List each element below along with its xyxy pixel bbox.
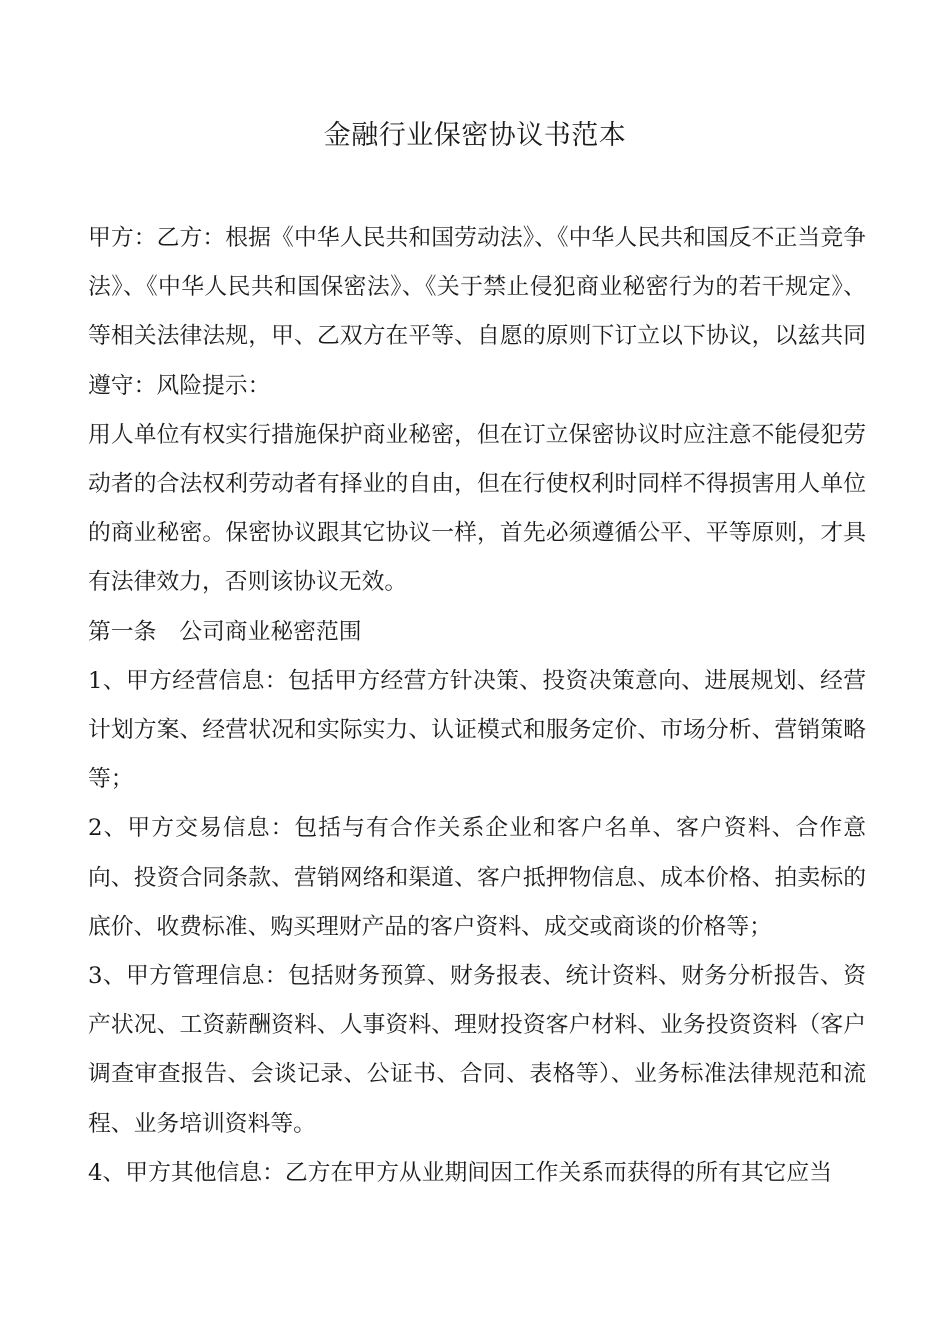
paragraph-risk-notice: 用人单位有权实行措施保护商业秘密，但在订立保密协议时应注意不能侵犯劳动者的合法权利劳动者有择业的自由，但在行使权利时同样不得损害用人单位的商业秘密。保密协议跟其它协议一样，首先必须遵循公平、平等原则，才具有法律效力，否则该协议无效。 <box>88 421 866 596</box>
clause-1-business-info: 1、甲方经营信息：包括甲方经营方针决策、投资决策意向、进展规划、经营计划方案、经营状况和实际实力、认证模式和服务定价、市场分析、营销策略等； <box>88 667 866 793</box>
document-title: 金融行业保密协议书范本 <box>323 120 627 151</box>
clause-3-management-info: 3、甲方管理信息：包括财务预算、财务报表、统计资料、财务分析报告、资产状况、工资薪酬资料、人事资料、理财投资客户材料、业务投资资料（客户调查审查报告、会谈记录、公证书、合同、表格等）、业务标准法律规范和流程、业务培训资料等。 <box>88 963 866 1137</box>
document-body <box>88 214 866 1198</box>
clause-4-other-info: 4、甲方其他信息：乙方在甲方从业期间因工作关系而获得的所有其它应当 <box>88 1159 833 1186</box>
paragraph-preamble: 甲方：乙方：根据《中华人民共和国劳动法》、《中华人民共和国反不正当竞争法》、《中华人民共和国保密法》、《关于禁止侵犯商业秘密行为的若干规定》、等相关法律法规，甲、乙双方在平等、自愿的原则下订立以下协议，以兹共同遵守：风险提示： <box>88 225 866 399</box>
section-heading-article-1: 第一条 公司商业秘密范围 <box>88 618 362 645</box>
clause-2-transaction-info: 2、甲方交易信息：包括与有合作关系企业和客户名单、客户资料、合作意向、投资合同条款、营销网络和渠道、客户抵押物信息、成本价格、拍卖标的底价、收费标准、购买理财产品的客户资料、成交或商谈的价格等； <box>88 815 866 940</box>
